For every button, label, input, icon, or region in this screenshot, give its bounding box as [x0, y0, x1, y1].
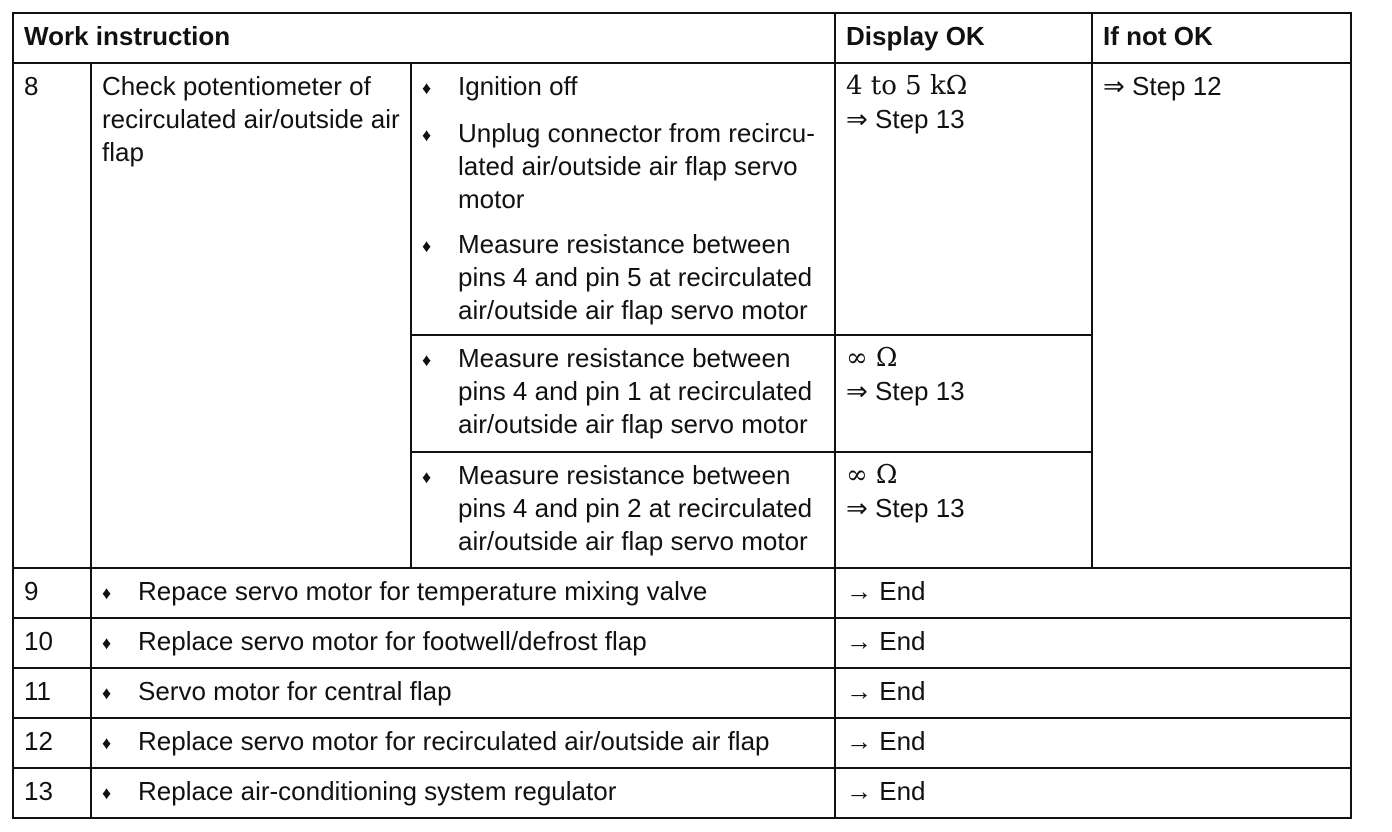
bullet-text: Measure resistance between pins 4 and pin 5 at recirculated air/outside air flap servo motor: [458, 229, 813, 326]
step-instruction: [91, 718, 835, 768]
display-value: ∞ Ω: [846, 343, 898, 374]
display-next-step: ⇒ Step 13: [846, 104, 965, 135]
bullet-text: Replace air-conditioning system regulator: [138, 775, 617, 806]
list-item: [422, 342, 824, 441]
list-item: [102, 725, 824, 760]
diamond-bullet-icon: ♦: [102, 782, 112, 803]
step-result: → End: [835, 668, 1351, 718]
step-result: → End: [835, 618, 1351, 668]
step-8-display-ok-1: [835, 63, 1092, 335]
step-instruction: [91, 568, 835, 618]
bullet-text: Ignition off: [458, 71, 578, 102]
list-item: [422, 459, 824, 558]
list-item: [422, 117, 824, 216]
diamond-bullet-icon: ♦: [422, 350, 432, 371]
step-number: 11: [13, 668, 91, 718]
bullet-text: Servo motor for central flap: [138, 675, 452, 706]
display-next-step: ⇒ Step 13: [846, 376, 965, 407]
diamond-bullet-icon: ♦: [102, 632, 112, 653]
header-work-instruction: Work instruction: [13, 13, 835, 63]
step-8-display-ok-3: [835, 452, 1092, 568]
display-next-step: ⇒ Step 13: [846, 492, 965, 523]
step-8-number: 8: [13, 63, 91, 568]
step-result: → End: [835, 768, 1351, 818]
header-display-ok: Display OK: [835, 13, 1092, 63]
bullet-text: Measure resistance between pins 4 and pin 1 at recirculated air/outside air flap servo motor: [458, 343, 813, 440]
list-item: [102, 625, 824, 660]
step-instruction: [91, 668, 835, 718]
step-8-bullets-group-2: [411, 335, 835, 451]
step-result: → End: [835, 568, 1351, 618]
work-instruction-table: [12, 12, 1352, 819]
diamond-bullet-icon: ♦: [102, 682, 112, 703]
bullet-text: Replace servo motor for footwell/defrost flap: [138, 625, 647, 656]
table-row: [13, 768, 1351, 818]
step-8-display-ok-2: [835, 335, 1092, 451]
step-8-row-1: [13, 63, 1351, 335]
diamond-bullet-icon: ♦: [102, 582, 112, 603]
list-item: [102, 675, 824, 710]
list-item: [422, 228, 824, 327]
step-8-title: Check potentiometer of recirculated air/outside air flap: [91, 63, 411, 568]
step-number: 10: [13, 618, 91, 668]
display-value: 4 to 5 kΩ: [846, 71, 968, 102]
diamond-bullet-icon: ♦: [422, 466, 432, 487]
table-row: [13, 718, 1351, 768]
step-instruction: [91, 768, 835, 818]
diamond-bullet-icon: ♦: [422, 78, 432, 99]
header-if-not-ok: If not OK: [1092, 13, 1351, 63]
bullet-text: Unplug connector from recircu-lated air/outside air flap servo motor: [458, 118, 815, 215]
list-item: [422, 70, 824, 105]
diamond-bullet-icon: ♦: [102, 732, 112, 753]
step-8-bullets-group-1: [411, 63, 835, 335]
step-8-bullets-group-3: [411, 452, 835, 568]
diamond-bullet-icon: ♦: [422, 236, 432, 257]
list-item: [102, 575, 824, 610]
bullet-text: Repace servo motor for temperature mixing valve: [138, 575, 708, 606]
step-8-if-not-ok: ⇒ Step 12: [1092, 63, 1351, 568]
header-row: [13, 13, 1351, 63]
list-item: [102, 775, 824, 810]
bullet-text: Measure resistance between pins 4 and pin 2 at recirculated air/outside air flap servo motor: [458, 459, 813, 556]
step-result: → End: [835, 718, 1351, 768]
step-instruction: [91, 618, 835, 668]
table-row: [13, 568, 1351, 618]
step-number: 13: [13, 768, 91, 818]
bullet-text: Replace servo motor for recirculated air/outside air flap: [138, 725, 770, 756]
step-number: 12: [13, 718, 91, 768]
step-number: 9: [13, 568, 91, 618]
display-value: ∞ Ω: [846, 459, 898, 490]
table-row: [13, 668, 1351, 718]
diamond-bullet-icon: ♦: [422, 125, 432, 146]
table-row: [13, 618, 1351, 668]
